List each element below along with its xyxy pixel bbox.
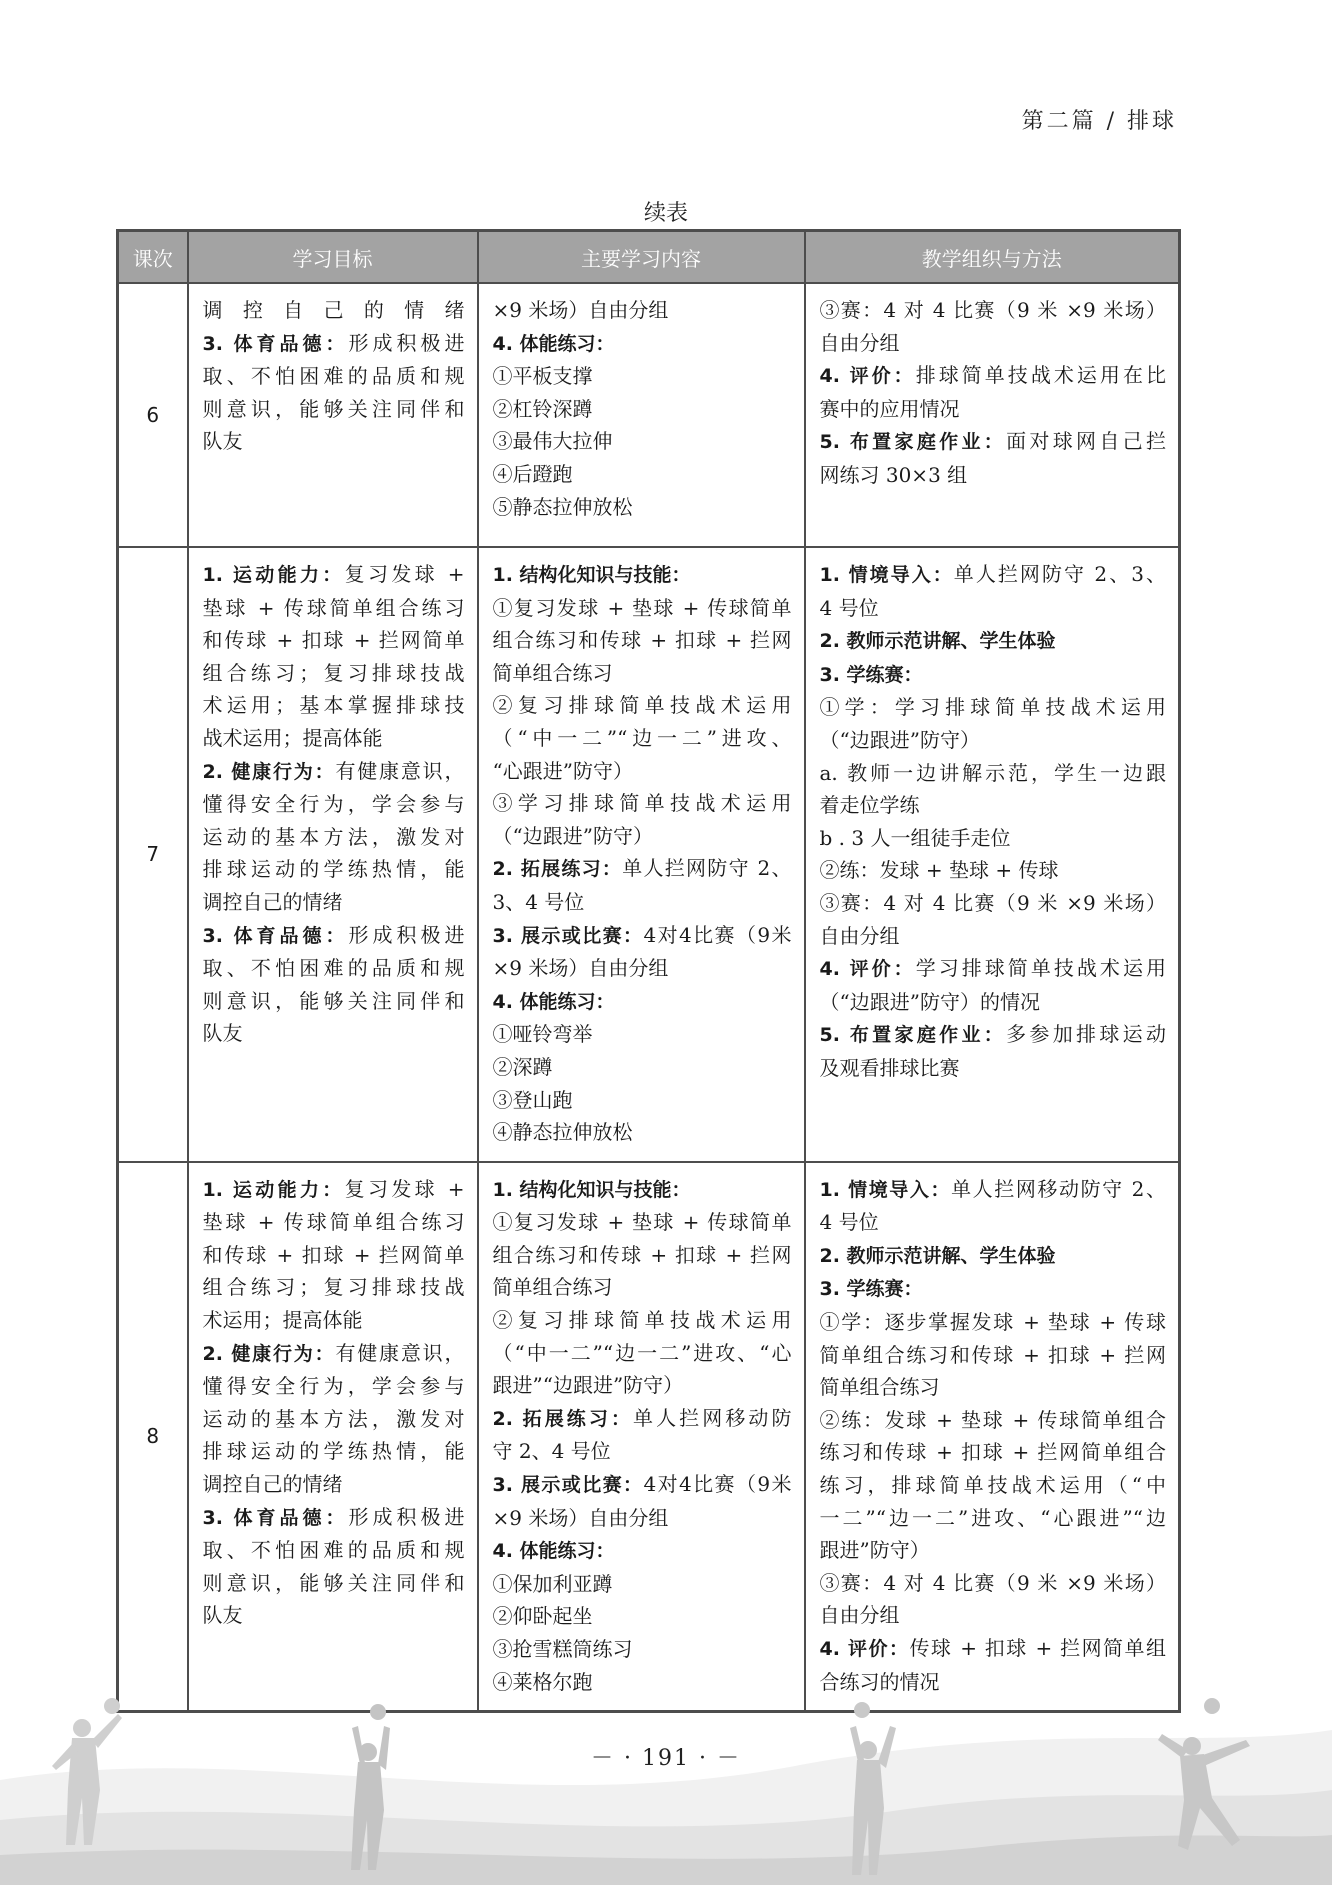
column-header-goals: 学习目标 (188, 231, 478, 284)
line-text: ④莱格尔跑 (492, 1669, 593, 1694)
cell-text-line (493, 787, 792, 820)
cell-text-line (203, 657, 465, 690)
cell-text-line (820, 1469, 1167, 1502)
cell-text-line (493, 1304, 792, 1337)
line-text: ③赛：4 对 4 比赛（9 米 ×9 米场） (819, 298, 1166, 322)
cell-text-line (493, 689, 792, 722)
cell-text-line (493, 393, 792, 426)
bold-label: 3. 展示或比赛： (492, 924, 644, 947)
cell-text-line (493, 820, 792, 853)
cell-text-line (820, 887, 1167, 920)
bold-label: 2. 健康行为： (202, 1342, 336, 1365)
cell-text-line (493, 558, 792, 592)
line-text: ④后蹬跑 (492, 461, 573, 486)
lesson-number-cell: 6 (118, 283, 188, 547)
bold-label: 3. 学练赛： (819, 663, 923, 686)
line-text: 术运用；提高体能 (202, 1308, 363, 1333)
column-header-content: 主要学习内容 (478, 231, 805, 284)
lesson-number-cell: 7 (118, 547, 188, 1162)
cell-text-line (820, 1173, 1167, 1207)
line-text: 单人拦网移动防守 2、 (951, 1176, 1166, 1201)
line-text: ④静态拉伸放松 (492, 1120, 633, 1145)
line-text: 队友 (202, 1603, 243, 1628)
table-header-row (118, 231, 1180, 284)
line-text: 调控自己的情绪 (202, 1472, 343, 1497)
cell-text-line (493, 1116, 792, 1149)
line-text: ①平板支撑 (492, 364, 593, 389)
line-text: 简单组合练习 (819, 1375, 940, 1400)
lesson-plan-table (116, 229, 1181, 1713)
line-text: ②练：发球 + 垫球 + 传球 (819, 858, 1059, 883)
cell-text-line (820, 822, 1167, 855)
line-text: ①学：逐步掌握发球 + 垫球 + 传球 (819, 1310, 1166, 1335)
methods-cell (805, 547, 1180, 1162)
bold-label: 1. 情境导入： (819, 564, 954, 586)
cell-text-line (203, 360, 465, 393)
line-text: 排球运动的学练热情，能 (202, 857, 465, 882)
cell-text-line (820, 1239, 1167, 1273)
line-text: 懂得安全行为，学会参与 (202, 792, 465, 817)
cell-text-line (203, 886, 465, 919)
cell-text-line (820, 425, 1167, 459)
line-text: 自由分组 (819, 1603, 900, 1628)
cell-text-line (203, 592, 465, 625)
cell-text-line (493, 1084, 792, 1117)
line-text: 组合练习；复习排球技战 (202, 1275, 465, 1300)
cell-text-line (203, 1337, 465, 1371)
cell-text-line (820, 1502, 1167, 1535)
cell-text-line (203, 1501, 465, 1535)
cell-text-line (820, 920, 1167, 953)
line-text: 则意识，能够关注同伴和 (202, 396, 465, 421)
line-text: 战术运用；提高体能 (202, 725, 383, 750)
bold-label: 1. 运动能力： (202, 564, 345, 586)
line-text: ⑤静态拉伸放松 (492, 494, 633, 519)
line-text: 简单组合练习和传球 + 扣球 + 拦网 (819, 1342, 1166, 1367)
lesson-number-cell: 8 (118, 1162, 188, 1712)
bold-label: 3. 学练赛： (819, 1278, 923, 1301)
bold-label: 2. 教师示范讲解、学生体验 (819, 630, 1056, 653)
cell-text-line (203, 952, 465, 985)
line-text: ②仰卧起坐 (492, 1604, 593, 1629)
line-text: 学习排球简单技战术运用 (915, 956, 1166, 981)
methods-cell (805, 1162, 1180, 1712)
cell-text-line (203, 853, 465, 886)
cell-text-line (820, 658, 1167, 692)
cell-text-line (493, 491, 792, 524)
bold-label: 4. 体能练习： (492, 332, 615, 355)
running-head: 第二篇 / 排球 (1021, 109, 1177, 134)
line-text: 赛中的应用情况 (819, 396, 960, 421)
line-text: 运动的基本方法，激发对 (202, 1406, 465, 1431)
cell-text-line (493, 657, 792, 690)
cell-text-line (493, 1468, 792, 1502)
table-row (118, 283, 1180, 547)
line-text: 排球简单技战术运用在比 (915, 363, 1166, 388)
line-text: 队友 (202, 429, 243, 454)
line-text: 队友 (202, 1021, 243, 1046)
bold-label: 4. 体能练习： (492, 1540, 615, 1563)
bold-label: 2. 拓展练习： (492, 858, 623, 881)
line-text: ②练：发球 + 垫球 + 传球简单组合 (819, 1407, 1166, 1432)
line-text: ③抢雪糕筒练习 (492, 1637, 633, 1661)
line-text: 4 号位 (819, 1210, 879, 1235)
line-text: 有健康意识， (335, 1340, 465, 1365)
line-text: （“中一二”“边一二”进攻、 (492, 725, 792, 750)
cell-text-line (820, 624, 1167, 658)
bold-label: 1. 结构化知识与技能： (492, 564, 691, 586)
line-text: 自由分组 (819, 923, 900, 948)
line-text: 术运用；基本掌握排球技 (202, 693, 465, 718)
line-text: （“边跟进”防守） (819, 727, 980, 752)
cell-text-line (203, 821, 465, 854)
cell-text-line (203, 393, 465, 426)
cell-text-line (493, 1633, 792, 1666)
line-text: 懂得安全行为，学会参与 (202, 1374, 465, 1399)
line-text: 多参加排球运动 (1006, 1022, 1166, 1047)
cell-text-line (203, 689, 465, 722)
cell-text-line (493, 592, 792, 625)
cell-text-line (820, 359, 1167, 393)
bold-label: 3. 体育品德： (202, 924, 349, 947)
line-text: 跟进”防守） (819, 1538, 930, 1563)
line-text: 面对球网自己拦 (1006, 429, 1166, 454)
bold-label: 1. 运动能力： (202, 1178, 345, 1201)
line-text: ×9 米场）自由分组 (492, 956, 669, 981)
line-text: ①学：学习排球简单技战术运用 (819, 695, 1166, 720)
line-text: 取、不怕困难的品质和规 (202, 956, 465, 981)
line-text: ②深蹲 (492, 1054, 553, 1079)
bold-label: 4. 评价： (819, 1638, 910, 1660)
cell-text-line (493, 1600, 792, 1633)
line-text: ③赛：4 对 4 比赛（9 米 ×9 米场） (819, 890, 1166, 915)
cell-text-line (493, 755, 792, 788)
bold-label: 1. 结构化知识与技能： (492, 1178, 691, 1201)
cell-text-line (820, 854, 1167, 887)
line-text: b . 3 人一组徒手走位 (819, 825, 1011, 850)
line-text: ①哑铃弯举 (492, 1022, 593, 1047)
line-text: ①复习发球 + 垫球 + 传球简单 (492, 595, 792, 620)
cell-text-line (203, 425, 465, 458)
cell-text-line (820, 1018, 1167, 1052)
line-text: ×9 米场）自由分组 (492, 1505, 669, 1530)
bold-label: 4. 评价： (819, 365, 916, 388)
cell-text-line (820, 1599, 1167, 1632)
cell-text-line (820, 459, 1167, 492)
cell-text-line (203, 1173, 465, 1207)
bold-label: 3. 体育品德： (202, 1506, 349, 1529)
line-text: 取、不怕困难的品质和规 (202, 364, 465, 389)
bold-label: 5. 布置家庭作业： (819, 431, 1007, 454)
line-text: 复习发球 + (344, 1176, 465, 1201)
bold-label: 2. 拓展练习： (492, 1407, 634, 1430)
cell-text-line (820, 327, 1167, 360)
bold-label: 5. 布置家庭作业： (819, 1024, 1007, 1047)
cell-text-line (203, 1206, 465, 1239)
cell-text-line (820, 1272, 1167, 1306)
line-text: 组合练习和传球 + 扣球 + 拦网 (492, 628, 792, 653)
bold-label: 2. 健康行为： (202, 760, 336, 783)
cell-text-line (493, 360, 792, 393)
line-text: ×9 米场）自由分组 (492, 298, 669, 322)
cell-text-line (203, 1017, 465, 1050)
goals-cell (188, 1162, 478, 1712)
line-text: 练习和传球 + 扣球 + 拦网简单组合 (819, 1440, 1166, 1465)
line-text: 和传球 + 扣球 + 拦网简单 (202, 1242, 465, 1267)
cell-text-line (203, 985, 465, 1018)
line-text: 跟进”“边跟进”防守） (492, 1373, 684, 1398)
cell-text-line (203, 1435, 465, 1468)
line-text: ①保加利亚蹲 (492, 1571, 613, 1596)
cell-text-line (493, 624, 792, 657)
line-text: 4对4比赛（9米 (643, 922, 792, 947)
cell-text-line (203, 1468, 465, 1501)
line-text: 有健康意识， (335, 758, 465, 783)
cell-text-line (820, 294, 1167, 327)
line-text: 单人拦网移动防 (633, 1405, 792, 1430)
line-text: 网练习 30×3 组 (819, 462, 968, 487)
bold-label: 2. 教师示范讲解、学生体验 (819, 1244, 1056, 1267)
cell-text-line (493, 852, 792, 886)
line-text: （“中一二”“边一二”进攻、“心 (492, 1340, 792, 1365)
table-caption: 续表 (643, 201, 688, 226)
line-text: 形成积极进 (348, 922, 465, 947)
table-row (118, 547, 1180, 1162)
line-text: （“边跟进”防守）的情况 (819, 989, 1040, 1014)
content-cell (478, 1162, 805, 1712)
cell-text-line (203, 755, 465, 789)
cell-text-line (820, 1534, 1167, 1567)
cell-text-line (820, 1404, 1167, 1437)
line-text: 取、不怕困难的品质和规 (202, 1538, 465, 1563)
cell-text-line (820, 1632, 1167, 1666)
cell-text-line (203, 788, 465, 821)
line-text: 组合练习和传球 + 扣球 + 拦网 (492, 1242, 792, 1267)
cell-text-line (493, 1534, 792, 1568)
column-header-methods: 教学组织与方法 (805, 231, 1180, 284)
goals-cell (188, 547, 478, 1162)
cell-text-line (203, 1599, 465, 1632)
cell-text-line (203, 1239, 465, 1272)
cell-text-line (820, 1436, 1167, 1469)
cell-text-line (493, 458, 792, 491)
line-text: 练习，排球简单技战术运用（“中 (819, 1473, 1166, 1498)
cell-text-line (493, 294, 792, 327)
cell-text-line (820, 757, 1167, 790)
line-text: 4对4比赛（9米 (643, 1472, 792, 1497)
line-text: 单人拦网防守 2、 (622, 856, 792, 881)
cell-text-line (493, 1568, 792, 1601)
cell-text-line (820, 789, 1167, 822)
line-text: （“边跟进”防守） (492, 823, 653, 848)
line-text: 合练习的情况 (819, 1669, 940, 1694)
cell-text-line (820, 558, 1167, 592)
line-text: 着走位学练 (819, 793, 920, 818)
content-cell (478, 547, 805, 1162)
cell-text-line (493, 1402, 792, 1436)
volleyball-players-illustration (0, 1670, 1332, 1885)
line-text: 运动的基本方法，激发对 (202, 824, 465, 849)
line-text: 调控自己的情绪 (202, 298, 465, 322)
cell-text-line (493, 722, 792, 755)
page-number: － · 191 · － (591, 1746, 741, 1771)
methods-cell (805, 283, 1180, 547)
bold-label: 4. 评价： (819, 958, 916, 981)
line-text: ③赛：4 对 4 比赛（9 米 ×9 米场） (819, 1570, 1166, 1595)
line-text: 简单组合练习 (492, 1275, 613, 1300)
line-text: 和传球 + 扣球 + 拦网简单 (202, 628, 465, 653)
line-text: 垫球 + 传球简单组合练习 (202, 1210, 465, 1235)
cell-text-line (820, 1052, 1167, 1085)
bold-label: 3. 展示或比赛： (492, 1474, 644, 1497)
cell-text-line (203, 1534, 465, 1567)
line-text: 自由分组 (819, 330, 900, 355)
line-text: 单人拦网防守 2、3、 (953, 562, 1166, 586)
cell-text-line (493, 1051, 792, 1084)
cell-text-line (493, 1018, 792, 1051)
line-text: 形成积极进 (348, 1504, 465, 1529)
cell-text-line (203, 722, 465, 755)
line-text: 及观看排球比赛 (819, 1055, 960, 1080)
line-text: a. 教师一边讲解示范，学生一边跟 (819, 760, 1166, 785)
cell-text-line (493, 1271, 792, 1304)
line-text: “心跟进”防守） (492, 758, 633, 783)
line-text: 则意识，能够关注同伴和 (202, 988, 465, 1013)
cell-text-line (820, 592, 1167, 625)
cell-text-line (203, 1567, 465, 1600)
line-text: ②复习排球简单技战术运用 (492, 693, 792, 718)
cell-text-line (820, 1206, 1167, 1239)
cell-text-line (820, 1306, 1167, 1339)
bold-label: 1. 情境导入： (819, 1178, 952, 1201)
cell-text-line (203, 1271, 465, 1304)
line-text: 调控自己的情绪 (202, 889, 343, 914)
goals-cell (188, 283, 478, 547)
cell-text-line (493, 985, 792, 1019)
line-text: ②杠铃深蹲 (492, 396, 593, 421)
line-text: 3、4 号位 (492, 889, 585, 914)
line-text: 垫球 + 传球简单组合练习 (202, 595, 465, 620)
cell-text-line (820, 986, 1167, 1019)
line-text: 则意识，能够关注同伴和 (202, 1570, 465, 1595)
line-text: ③最伟大拉伸 (492, 429, 613, 454)
line-text: 简单组合练习 (492, 660, 613, 685)
line-text: ③登山跑 (492, 1087, 573, 1112)
cell-text-line (820, 1567, 1167, 1600)
cell-text-line (493, 1369, 792, 1402)
cell-text-line (820, 393, 1167, 426)
cell-text-line (493, 327, 792, 361)
line-text: 排球运动的学练热情，能 (202, 1439, 465, 1464)
cell-text-line (203, 1370, 465, 1403)
cell-text-line (203, 558, 465, 592)
bold-label: 3. 体育品德： (202, 332, 349, 355)
line-text: 传球 + 扣球 + 拦网简单组 (909, 1636, 1166, 1660)
cell-text-line (203, 327, 465, 361)
cell-text-line (493, 1206, 792, 1239)
cell-text-line (493, 919, 792, 953)
cell-text-line (203, 1403, 465, 1436)
line-text: 形成积极进 (348, 330, 465, 355)
cell-text-line (493, 952, 792, 985)
column-header-lesson: 课次 (118, 231, 188, 284)
cell-text-line (493, 1435, 792, 1468)
line-text: 4 号位 (819, 595, 879, 620)
line-text: 一二”“边一二”进攻、“心跟进”“边 (819, 1505, 1166, 1530)
table-row (118, 1162, 1180, 1712)
line-text: ①复习发球 + 垫球 + 传球简单 (492, 1210, 792, 1235)
line-text: ②复习排球简单技战术运用 (492, 1308, 792, 1333)
cell-text-line (820, 691, 1167, 724)
cell-text-line (493, 425, 792, 458)
cell-text-line (493, 1239, 792, 1272)
bold-label: 4. 体能练习： (492, 990, 615, 1013)
line-text: 守 2、4 号位 (492, 1439, 611, 1464)
cell-text-line (820, 724, 1167, 757)
line-text: 复习发球 + (344, 562, 465, 586)
cell-text-line (203, 919, 465, 953)
content-cell (478, 283, 805, 547)
cell-text-line (820, 1339, 1167, 1372)
cell-text-line (493, 1502, 792, 1535)
cell-text-line (820, 1371, 1167, 1404)
line-text: 组合练习；复习排球技战 (202, 660, 465, 685)
cell-text-line (493, 1173, 792, 1207)
cell-text-line (203, 624, 465, 657)
line-text: ③学习排球简单技战术运用 (492, 791, 792, 816)
cell-text-line (493, 1337, 792, 1370)
cell-text-line (493, 886, 792, 919)
cell-text-line (203, 294, 465, 327)
cell-text-line (820, 952, 1167, 986)
cell-text-line (203, 1304, 465, 1337)
